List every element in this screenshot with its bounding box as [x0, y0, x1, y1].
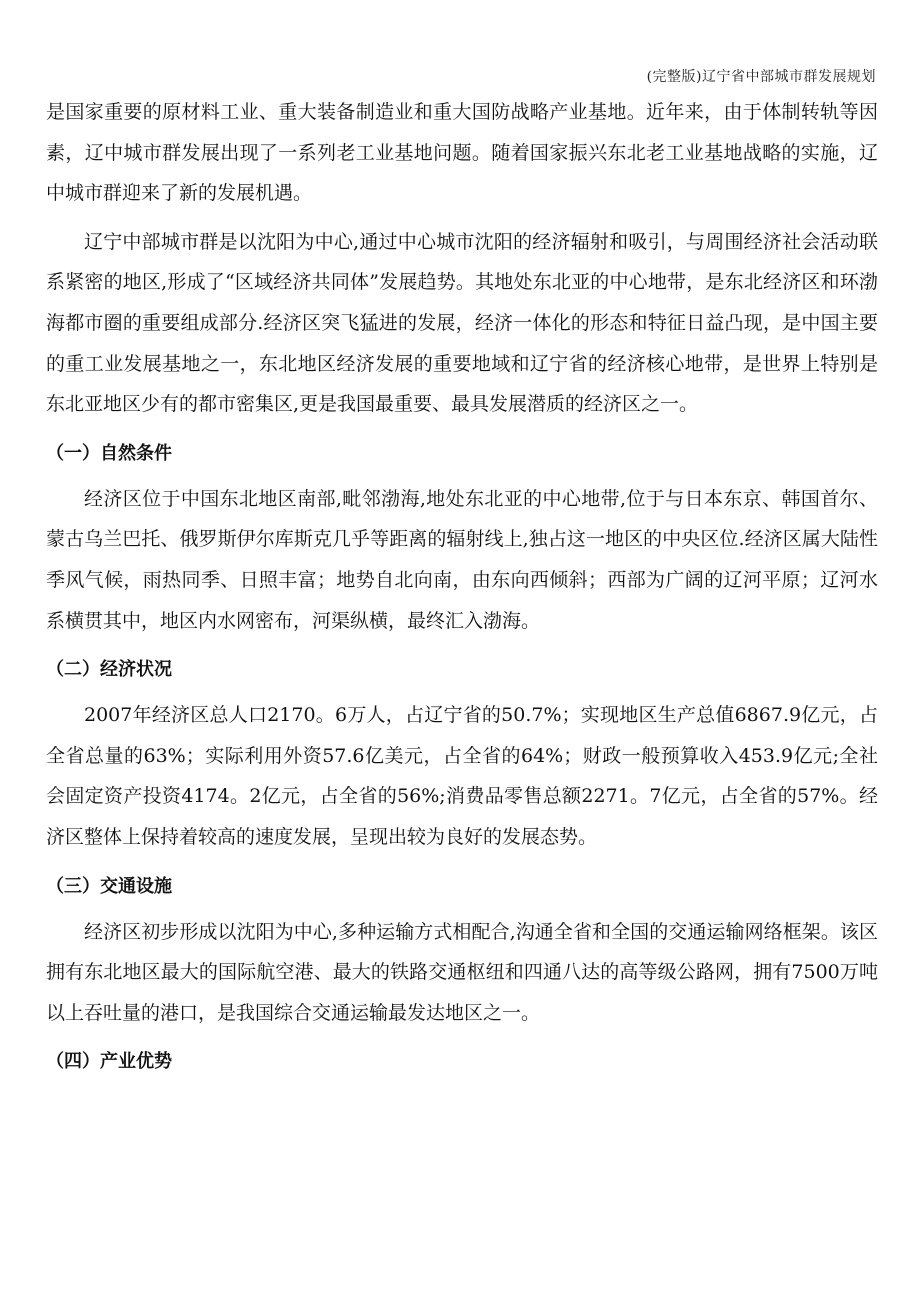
- paragraph-overview: 辽宁中部城市群是以沈阳为中心,通过中心城市沈阳的经济辐射和吸引，与周围经济社会活动联系紧密的地区,形成了“区域经济共同体”发展趋势。其地处东北亚的中心地带，是东北经济区和环渤海都市圈的重要组成部分.经济区突飞猛进的发展，经济一体化的形态和特征日益凸现，是中国主要的重工业发展基地之一，东北地区经济发展的重要地域和辽宁省的经济核心地带，是世界上特别是东北亚地区少有的都市密集区,更是我国最重要、最具发展潜质的经济区之一。: [46, 230, 878, 416]
- paragraph-transportation: 经济区初步形成以沈阳为中心,多种运输方式相配合,沟通全省和全国的交通运输网络框架。该区拥有东北地区最大的国际航空港、最大的铁路交通枢纽和四通八达的高等级公路网，拥有7500万吨以上吞吐量的港口，是我国综合交通运输最发达地区之一。: [46, 920, 878, 1024]
- document-body: [46, 92, 878, 1087]
- paragraph-natural-conditions: 经济区位于中国东北地区南部,毗邻渤海,地处东北亚的中心地带,位于与日本东京、韩国首尔、蒙古乌兰巴托、俄罗斯伊尔库斯克几乎等距离的辐射线上,独占这一地区的中央区位.经济区属大陆性季风气候，雨热同季、日照丰富；地势自北向南，由东向西倾斜；西部为广阔的辽河平原；辽河水系横贯其中，地区内水网密布，河渠纵横，最终汇入渤海。: [46, 487, 878, 632]
- section-heading-economy: （二）经济状况: [46, 659, 172, 681]
- page-header: (完整版)辽宁省中部城市群发展规划: [646, 69, 876, 85]
- paragraph-economy: 2007年经济区总人口2170。6万人，占辽宁省的50.7%；实现地区生产总值6867.9亿元，占全省总量的63%；实际利用外资57.6亿美元，占全省的64%；财政一般预算收入453.9亿元;全社会固定资产投资4174。2亿元，占全省的56%;消费品零售总额2271。7亿元，占全省的57%。经济区整体上保持着较高的速度发展，呈现出较为良好的发展态势。: [46, 704, 878, 848]
- section-heading-transportation: （三）交通设施: [46, 875, 172, 897]
- section-heading-industry: （四）产业优势: [46, 1051, 172, 1073]
- paragraph-intro-continuation: 是国家重要的原材料工业、重大装备制造业和重大国防战略产业基地。近年来，由于体制转轨等因素，辽中城市群发展出现了一系列老工业基地问题。随着国家振兴东北老工业基地战略的实施，辽中城市群迎来了新的发展机遇。: [46, 101, 878, 205]
- section-heading-natural-conditions: （一）自然条件: [46, 442, 172, 464]
